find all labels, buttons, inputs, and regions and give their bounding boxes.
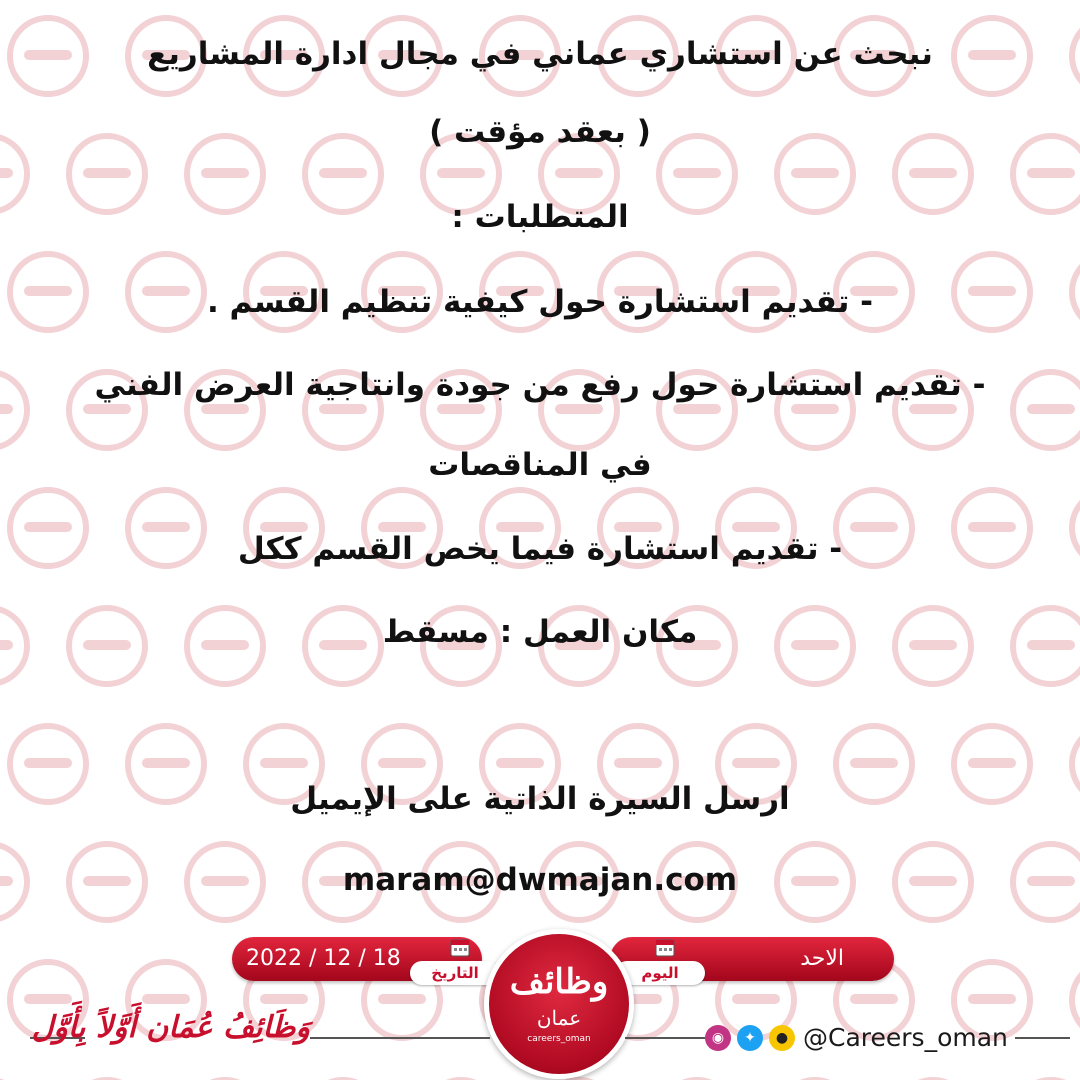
day-value: الاحد xyxy=(800,946,844,971)
footer-bar xyxy=(0,915,1080,1080)
requirement-item-3: - تقديم استشارة فيما يخص القسم ككل xyxy=(237,531,843,567)
post-body xyxy=(20,0,1060,915)
requirement-item-1: - تقديم استشارة حول كيفية تنظيم القسم . xyxy=(206,284,874,320)
watermark-logo xyxy=(1072,254,1080,330)
logo-handle: careers_oman xyxy=(527,1034,591,1044)
requirement-item-2: - تقديم استشارة حول رفع من جودة وانتاجية العرض الفني xyxy=(94,367,986,403)
date-value: 2022 / 12 / 18 xyxy=(246,946,401,971)
contact-email[interactable]: maram@dwmajan.com xyxy=(342,862,738,898)
calendar-icon xyxy=(450,937,470,957)
logo-wordmark: وظائف xyxy=(509,962,609,1002)
social-handle[interactable]: @Careers_oman xyxy=(803,1023,1008,1052)
date-label: التاريخ xyxy=(410,961,500,985)
requirement-item-2-cont: في المناقصات xyxy=(428,447,652,483)
watermark-logo xyxy=(1072,726,1080,802)
divider-line xyxy=(1015,1037,1070,1039)
logo-subtitle: عمان xyxy=(536,1006,582,1030)
slogan: وَظَائِفُ عُمَان أَوَّلاً بِأَوَّل xyxy=(31,1010,310,1045)
contract-type: ( بعقد مؤقت ) xyxy=(429,114,651,150)
day-label: اليوم xyxy=(615,961,705,985)
instagram-icon[interactable]: ◉ xyxy=(705,1025,731,1051)
apply-instruction: ارسل السيرة الذاتية على الإيميل xyxy=(290,781,790,817)
snapchat-icon[interactable]: ● xyxy=(769,1025,795,1051)
social-links xyxy=(705,1023,1015,1053)
calendar-icon xyxy=(655,937,675,957)
twitter-icon[interactable]: ✦ xyxy=(737,1025,763,1051)
divider-line xyxy=(310,1037,490,1039)
divider-line xyxy=(625,1037,705,1039)
brand-logo xyxy=(484,929,634,1079)
work-location: مكان العمل : مسقط xyxy=(382,614,698,650)
requirements-heading: المتطلبات : xyxy=(451,199,629,235)
headline: نبحث عن استشاري عماني في مجال ادارة المشاريع xyxy=(147,36,933,72)
watermark-logo xyxy=(1072,490,1080,566)
watermark-logo xyxy=(1072,18,1080,94)
